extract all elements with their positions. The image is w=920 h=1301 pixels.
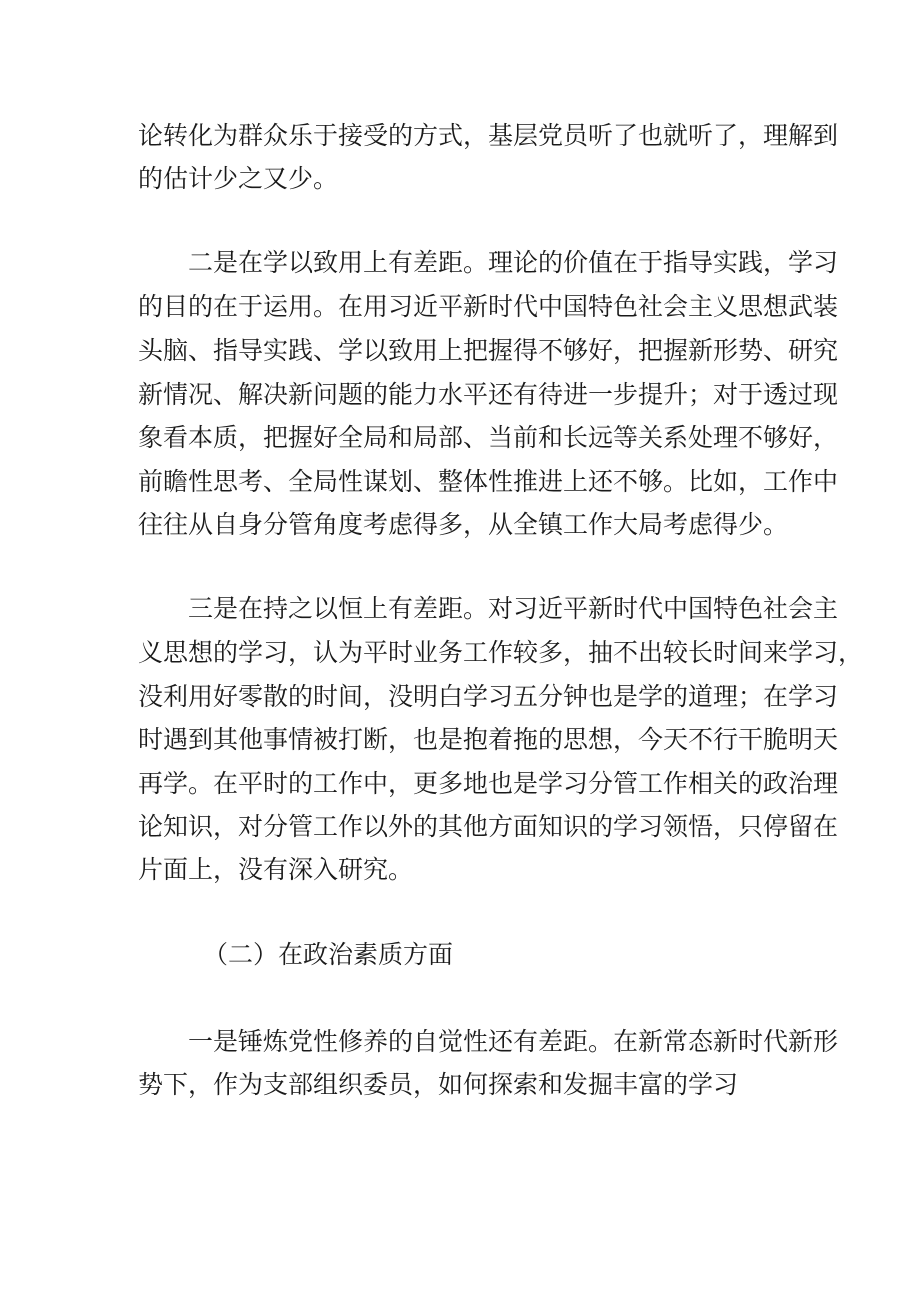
paragraph-line: 的目的在于运用。在用习近平新时代中国特色社会主义思想武装 xyxy=(138,292,839,321)
paragraph-line: 义思想的学习，认为平时业务工作较多，抽不出较长时间来学习， xyxy=(138,638,864,667)
paragraph-line: 的估计少之又少。 xyxy=(138,164,339,193)
paragraph-line: 往往从自身分管角度考虑得多，从全镇工作大局考虑得少。 xyxy=(138,510,789,539)
paragraph-line: 前瞻性思考、全局性谋划、整体性推进上还不够。比如，工作中 xyxy=(138,467,839,496)
paragraph-line: 片面上，没有深入研究。 xyxy=(138,855,414,884)
section-heading: （二）在政治素质方面 xyxy=(203,940,454,969)
paragraph-line: 象看本质，把握好全局和局部、当前和长远等关系处理不够好， xyxy=(138,423,839,452)
paragraph-line: 势下，作为支部组织委员，如何探索和发掘丰富的学习 xyxy=(138,1070,739,1099)
paragraph-line: 二是在学以致用上有差距。理论的价值在于指导实践，学习 xyxy=(188,248,839,277)
paragraph-line: 一是锤炼党性修养的自觉性还有差距。在新常态新时代新形 xyxy=(188,1027,839,1056)
paragraph-line: 论转化为群众乐于接受的方式，基层党员听了也就听了，理解到 xyxy=(138,121,839,150)
paragraph-line: 时遇到其他事情被打断，也是抱着拖的思想，今天不行干脆明天 xyxy=(138,725,839,754)
paragraph-line: 论知识，对分管工作以外的其他方面知识的学习领悟，只停留在 xyxy=(138,812,839,841)
paragraph-line: 再学。在平时的工作中，更多地也是学习分管工作相关的政治理 xyxy=(138,769,839,798)
paragraph-line: 没利用好零散的时间，没明白学习五分钟也是学的道理；在学习 xyxy=(138,682,839,711)
paragraph-line: 新情况、解决新问题的能力水平还有待进一步提升；对于透过现 xyxy=(138,380,839,409)
paragraph-line: 三是在持之以恒上有差距。对习近平新时代中国特色社会主 xyxy=(188,594,839,623)
paragraph-line: 头脑、指导实践、学以致用上把握得不够好，把握新形势、研究 xyxy=(138,336,839,365)
